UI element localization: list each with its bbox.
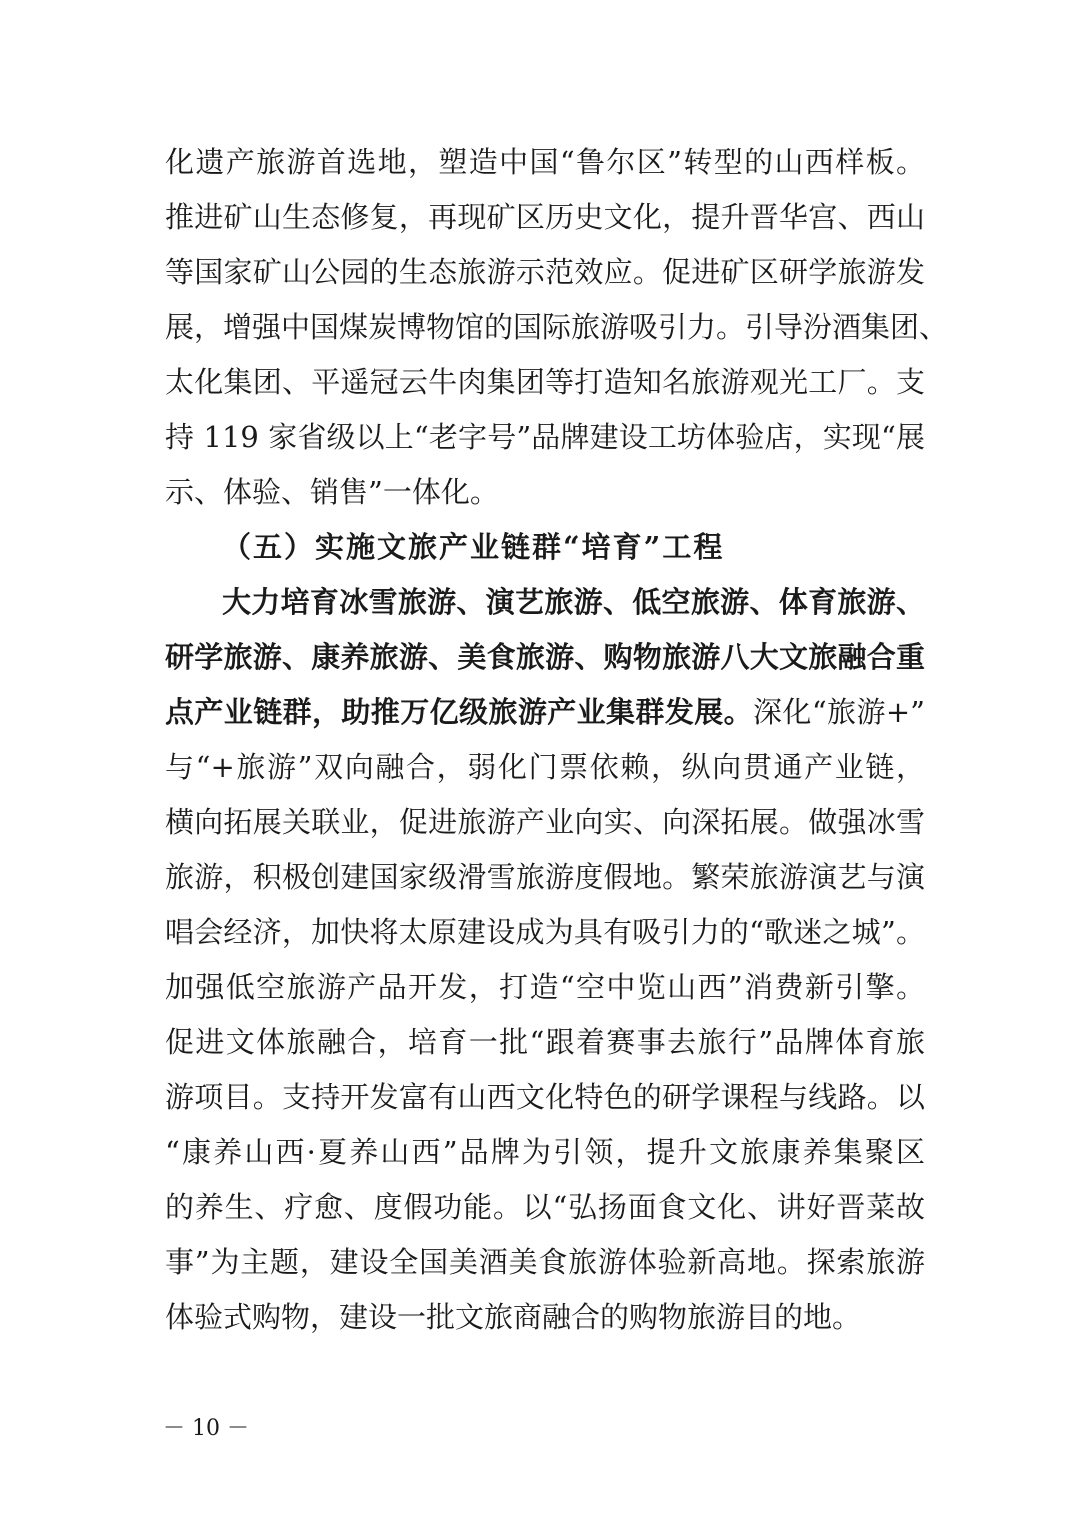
- bold-lead-line: 大力培育冰雪旅游、演艺旅游、低空旅游、体育旅游、: [222, 585, 925, 619]
- body-text-line: 持 119 家省级以上“老字号”品牌建设工坊体验店，实现“展: [165, 420, 925, 454]
- body-text-line: 事”为主题，建设全国美酒美食旅游体验新高地。探索旅游: [165, 1245, 925, 1279]
- body-text-line: 旅游，积极创建国家级滑雪旅游度假地。繁荣旅游演艺与演: [165, 860, 925, 894]
- body-text-line: 加强低空旅游产品开发，打造“空中览山西”消费新引擎。: [165, 970, 925, 1004]
- section-heading: （五）实施文旅产业链群“培育”工程: [222, 530, 725, 564]
- bold-lead-line: 研学旅游、康养旅游、美食旅游、购物旅游八大文旅融合重: [165, 640, 925, 674]
- body-text-line: 展，增强中国煤炭博物馆的国际旅游吸引力。引导汾酒集团、: [165, 310, 949, 344]
- mixed-text-line: [165, 688, 925, 736]
- body-text-line: 唱会经济，加快将太原建设成为具有吸引力的“歌迷之城”。: [165, 915, 925, 949]
- body-text-line: “康养山西·夏养山西”品牌为引领，提升文旅康养集聚区: [165, 1135, 925, 1169]
- body-text-line: 横向拓展关联业，促进旅游产业向实、向深拓展。做强冰雪: [165, 805, 925, 839]
- body-text-line: 推进矿山生态修复，再现矿区历史文化，提升晋华宫、西山: [165, 200, 925, 234]
- page-number: － 10 －: [163, 1416, 249, 1441]
- body-text-line: 太化集团、平遥冠云牛肉集团等打造知名旅游观光工厂。支: [165, 365, 925, 399]
- body-text-line: 的养生、疗愈、度假功能。以“弘扬面食文化、讲好晋菜故: [165, 1190, 925, 1224]
- body-text-line: 等国家矿山公园的生态旅游示范效应。促进矿区研学旅游发: [165, 255, 925, 289]
- body-text-line: 游项目。支持开发富有山西文化特色的研学课程与线路。以: [165, 1080, 925, 1114]
- body-text-segment: 深化“旅游+”: [753, 695, 925, 729]
- body-text-line: 示、体验、销售”一体化。: [165, 475, 499, 509]
- body-text-line: 化遗产旅游首选地，塑造中国“鲁尔区”转型的山西样板。: [165, 145, 925, 179]
- body-text-line: 促进文体旅融合，培育一批“跟着赛事去旅行”品牌体育旅: [165, 1025, 925, 1059]
- body-text-line: 与“+旅游”双向融合，弱化门票依赖，纵向贯通产业链，: [165, 750, 925, 784]
- body-text-line: 体验式购物，建设一批文旅商融合的购物旅游目的地。: [165, 1300, 862, 1334]
- bold-lead-text: 点产业链群，助推万亿级旅游产业集群发展。: [165, 695, 754, 729]
